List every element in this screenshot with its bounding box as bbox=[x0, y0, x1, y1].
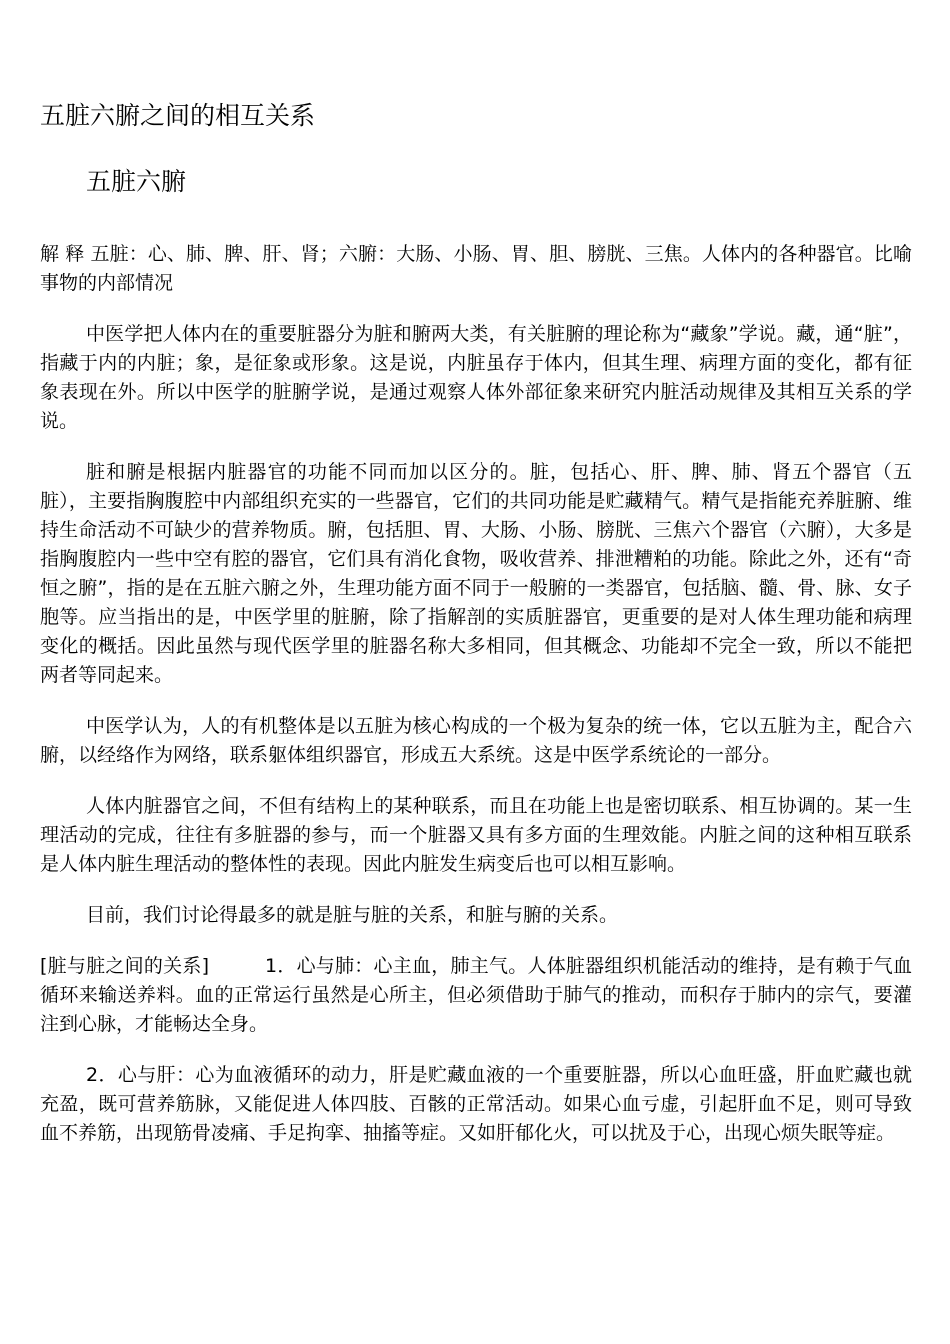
document-title: 五脏六腑之间的相互关系 bbox=[40, 101, 316, 130]
document-page bbox=[40, 96, 912, 1170]
body-paragraph: 中医学把人体内在的重要脏器分为脏和腑两大类，有关脏腑的理论称为“藏象”学说。藏，通“脏”，指藏于内的内脏；象，是征象或形象。这是说，内脏虽存于体内，但其生理、病理方面的变化，都有征象表现在外。所以中医学的脏腑学说，是通过观察人体外部征象来研究内脏活动规律及其相互关系的学说。 bbox=[40, 323, 912, 432]
relation-text: 1．心与肺：心主血，肺主气。人体脏器组织机能活动的维持，是有赖于气血循环来输送养料。血的正常运行虽然是心所主，但必须借助于肺气的推动，而积存于肺内的宗气，要灌注到心脉，才能畅达全身。 bbox=[40, 955, 913, 1035]
body-paragraph: 目前，我们讨论得最多的就是脏与脏的关系，和脏与腑的关系。 bbox=[86, 904, 619, 926]
body-paragraph: 脏和腑是根据内脏器官的功能不同而加以区分的。脏，包括心、肝、脾、肺、肾五个器官（五脏），主要指胸腹腔中内部组织充实的一些器官，它们的共同功能是贮藏精气。精气是指能充养脏腑、维持生命活动不可缺少的营养物质。腑，包括胆、胃、大肠、小肠、膀胱、三焦六个器官（六腑），大多是指胸腹腔内一些中空有腔的器官，它们具有消化食物，吸收营养、排泄糟粕的功能。除此之外，还有“奇恒之腑”，指的是在五脏六腑之外，生理功能方面不同于一般腑的一类器官，包括脑、髓、骨、脉、女子胞等。应当指出的是，中医学里的脏腑，除了指解剖的实质脏器官，更重要的是对人体生理功能和病理变化的概括。因此虽然与现代医学里的脏器名称大多相同，但其概念、功能却不完全一致，所以不能把两者等同起来。 bbox=[40, 461, 912, 686]
body-paragraph: 中医学认为，人的有机整体是以五脏为核心构成的一个极为复杂的统一体，它以五脏为主，配合六腑，以经络作为网络，联系躯体组织器官，形成五大系统。这是中医学系统论的一部分。 bbox=[40, 715, 912, 766]
relation-paragraph bbox=[40, 952, 912, 1039]
document-subtitle: 五脏六腑 bbox=[86, 167, 187, 196]
body-paragraph: 2．心与肝：心为血液循环的动力，肝是贮藏血液的一个重要脏器，所以心血旺盛，肝血贮藏也就充盈，既可营养筋脉，又能促进人体四肢、百骸的正常活动。如果心血亏虚，引起肝血不足，则可导致血不养筋，出现筋骨凌痛、手足拘挛、抽搐等症。又如肝郁化火，可以扰及于心，出现心烦失眠等症。 bbox=[40, 1064, 912, 1144]
definition-paragraph: 解 释 五脏：心、肺、脾、肝、肾；六腑：大肠、小肠、胃、胆、膀胱、三焦。人体内的各种器官。比喻事物的内部情况 bbox=[40, 243, 912, 294]
body-paragraph: 人体内脏器官之间，不但有结构上的某种联系，而且在功能上也是密切联系、相互协调的。某一生理活动的完成，往往有多脏器的参与，而一个脏器又具有多方面的生理效能。内脏之间的这种相互联系是人体内脏生理活动的整体性的表现。因此内脏发生病变后也可以相互影响。 bbox=[40, 795, 912, 875]
section-label: [脏与脏之间的关系] bbox=[40, 955, 209, 977]
